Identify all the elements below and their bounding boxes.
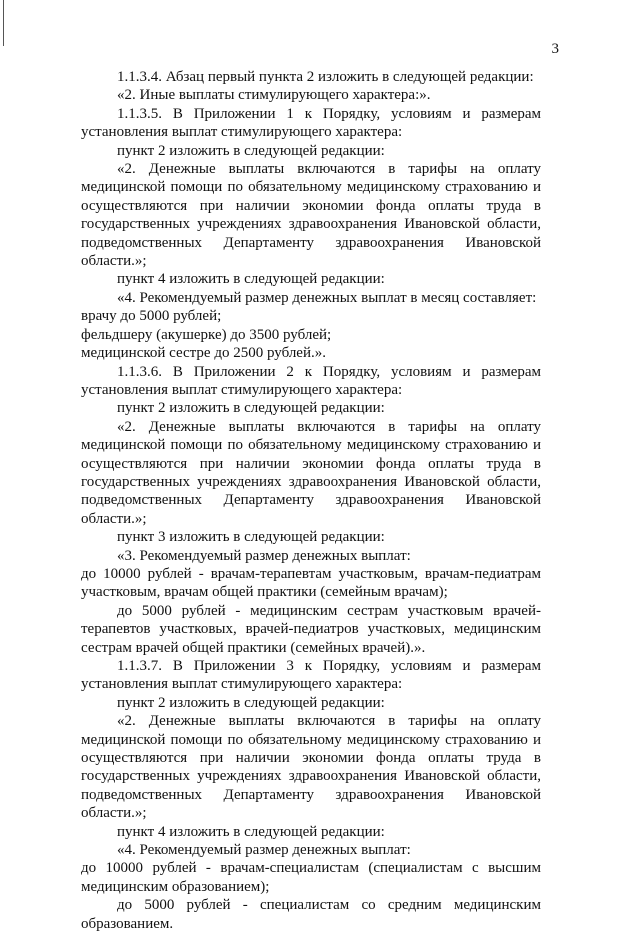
- paragraph-1-1-3-6: 1.1.3.6. В Приложении 2 к Порядку, условиям и размерам установления выплат стимулирующего характера:: [81, 363, 541, 398]
- paragraph-quote-payments: «2. Денежные выплаты включаются в тарифы на оплату медицинской помощи по обязательному медицинскому страхованию и осуществляются при наличии экономии фонда оплаты труда в государственных учреждениях здравоохранения Ивановской области, подведомственных Департаменту здравоохранения Ивановской области.»;: [81, 161, 541, 270]
- paragraph-point-4-edit: пункт 4 изложить в следующей редакции:: [117, 823, 385, 840]
- list-item-feldsher: фельдшеру (акушерке) до 3500 рублей;: [81, 326, 332, 343]
- paragraph-1-1-3-4: 1.1.3.4. Абзац первый пункта 2 изложить в следующей редакции:: [117, 69, 534, 85]
- page-number: 3: [551, 41, 559, 57]
- list-item-5000-nurses: до 5000 рублей - медицинским сестрам участковым врачей-терапевтов участковых, врачей-педиатров участковых, медицинским сестрам врачей общей практики (семейных врачей).».: [81, 602, 541, 656]
- paragraph-quote-payments: «2. Денежные выплаты включаются в тарифы на оплату медицинской помощи по обязательному медицинскому страхованию и осуществляются при наличии экономии фонда оплаты труда в государственных учреждениях здравоохранения Ивановской области, подведомственных Департаменту здравоохранения Ивановской области.»;: [81, 713, 541, 822]
- list-item-5000-specialists: до 5000 рублей - специалистам со средним медицинским образованием.: [81, 897, 541, 932]
- paragraph-quote-2: «2. Иные выплаты стимулирующего характера:».: [117, 87, 431, 104]
- paragraph-point-3-edit: пункт 3 изложить в следующей редакции:: [117, 529, 385, 546]
- list-item-nurse: медицинской сестре до 2500 рублей.».: [81, 345, 326, 362]
- paragraph-1-1-3-5: 1.1.3.5. В Приложении 1 к Порядку, условиям и размерам установления выплат стимулирующего характера:: [81, 105, 541, 141]
- paragraph-quote-4-monthly: «4. Рекомендуемый размер денежных выплат в месяц составляет:: [117, 289, 537, 306]
- paragraph-quote-payments: «2. Денежные выплаты включаются в тарифы на оплату медицинской помощи по обязательному медицинскому страхованию и осуществляются при наличии экономии фонда оплаты труда в государственных учреждениях здравоохранения Ивановской области, подведомственных Департаменту здравоохранения Ивановской области.»;: [81, 418, 541, 527]
- paragraph-1-1-3-7: 1.1.3.7. В Приложении 3 к Порядку, условиям и размерам установления выплат стимулирующего характера:: [81, 658, 541, 693]
- paragraph-quote-3: «3. Рекомендуемый размер денежных выплат:: [117, 547, 411, 564]
- paragraph-point-2-edit: пункт 2 изложить в следующей редакции:: [117, 694, 385, 711]
- list-item-10000-therapists: до 10000 рублей - врачам-терапевтам участковым, врачам-педиатрам участковым, врачам общей практики (семейным врачам);: [81, 565, 541, 601]
- paragraph-point-2-edit: пункт 2 изложить в следующей редакции:: [117, 400, 385, 417]
- list-item-10000-specialists: до 10000 рублей - врачам-специалистам (специалистам с высшим медицинским образованием);: [81, 860, 541, 895]
- document-body: [81, 68, 541, 933]
- paragraph-quote-4: «4. Рекомендуемый размер денежных выплат:: [117, 842, 411, 859]
- paragraph-point-4-edit: пункт 4 изложить в следующей редакции:: [117, 271, 385, 288]
- scan-edge-mark: [3, 0, 4, 46]
- list-item-doctor: врачу до 5000 рублей;: [81, 308, 222, 325]
- paragraph-point-2-edit: пункт 2 изложить в следующей редакции:: [117, 142, 385, 159]
